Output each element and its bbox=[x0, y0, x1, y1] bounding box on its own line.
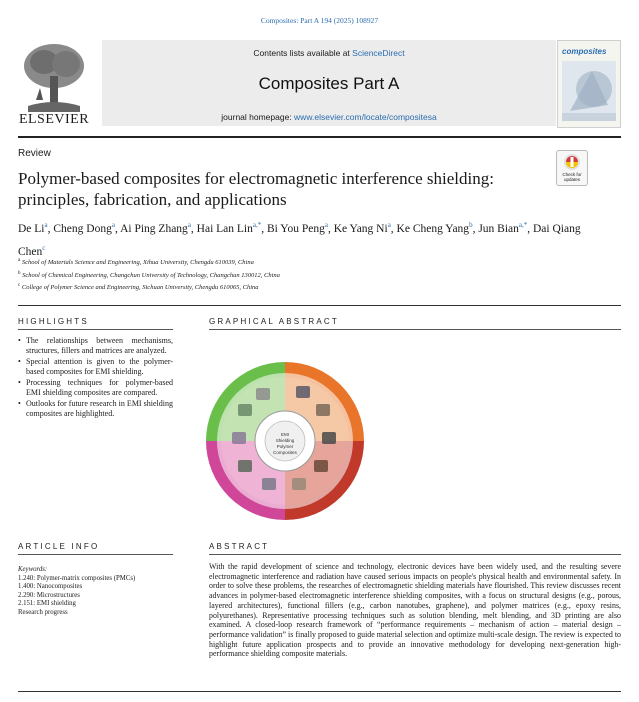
journal-header bbox=[18, 40, 621, 132]
highlight-item: • The relationships between mechanisms, structures, fillers and matrices are analyzed. bbox=[18, 336, 173, 356]
author-list bbox=[18, 216, 608, 262]
check-for-updates-label: Check for updates bbox=[562, 172, 582, 182]
graphical-abstract-figure[interactable] bbox=[204, 360, 366, 522]
author[interactable]: De Li$^a$, bbox=[18, 221, 54, 235]
abstract-text: With the rapid development of science and technology, electronic devices have been widely used, and the resulting severe electromagnetic interference and radiation have caused serious impacts on people's physical health and environmental safety. In order to solve these problems, the researches of electromagnetic shielding materials have flourished. This review discusses recent advances in polymer-based electromagnetic interference shielding composites, with a focus on structural designs (e.g., porous, layered architectures), functional fillers (e.g., carbon nanotubes, graphene), and polymer matrices (e.g., epoxy resins, polyurethanes). Representative processing techniques such as solution blending, melt blending, and 3D printing are also examined. A closed-loop research framework of “performance requirements – mechanism of action – material design – performance validation” is finally proposed to guide material selection and optimize multi-scale design. The review is expected to highlight future application prospects and to provide an innovative methodology for developing next-generation high-performance shielding composite materials. bbox=[209, 562, 621, 659]
graphical-abstract-heading: GRAPHICAL ABSTRACT bbox=[209, 317, 339, 326]
footer-divider bbox=[18, 691, 621, 692]
cover-graphic-icon bbox=[562, 61, 616, 121]
author[interactable]: Cheng Dong$^a$, bbox=[53, 221, 121, 235]
journal-homepage bbox=[102, 112, 556, 122]
keywords-label: Keywords: bbox=[18, 566, 48, 573]
affiliation: $^a$ School of Materials Science and Engineering, Xihua University, Chengdu 610039, China bbox=[18, 258, 254, 267]
affiliations bbox=[18, 256, 608, 294]
wheel-center-line2: Shielding bbox=[275, 438, 295, 443]
emi-wheel-diagram bbox=[204, 360, 366, 522]
header-divider bbox=[18, 136, 621, 138]
keyword: 1.400: Nanocomposites bbox=[18, 583, 83, 591]
author[interactable]: Ke Cheng Yang$^b$, bbox=[396, 221, 479, 235]
highlight-item: • Outlooks for future research in EMI shielding composites are highlighted. bbox=[18, 399, 173, 419]
article-info-heading: ARTICLE INFO bbox=[18, 542, 100, 551]
author[interactable]: Hai Lan Lin$^{a,*}$, bbox=[196, 221, 267, 235]
author[interactable]: Ai Ping Zhang$^a$, bbox=[120, 221, 197, 235]
article-type: Review bbox=[18, 148, 51, 159]
keyword: Research progress bbox=[18, 608, 68, 616]
keyword: 2.290: Microstructures bbox=[18, 591, 80, 599]
article-info-rule bbox=[18, 554, 173, 555]
sciencedirect-link[interactable]: ScienceDirect bbox=[352, 48, 405, 58]
elsevier-wordmark: ELSEVIER bbox=[18, 112, 90, 127]
highlights-heading: HIGHLIGHTS bbox=[18, 317, 89, 326]
homepage-link[interactable]: www.elsevier.com/locate/compositesa bbox=[294, 112, 437, 122]
abstract-rule bbox=[209, 554, 621, 555]
crossmark-icon bbox=[557, 151, 587, 173]
journal-title: Composites Part A bbox=[258, 74, 400, 93]
abstract-heading: ABSTRACT bbox=[209, 542, 270, 551]
homepage-prefix: journal homepage: bbox=[221, 112, 295, 122]
journal-reference[interactable]: Composites: Part A 194 (2025) 108927 bbox=[260, 16, 379, 25]
contents-prefix: Contents lists available at bbox=[253, 48, 353, 58]
elsevier-logo[interactable] bbox=[18, 40, 90, 128]
contents-line bbox=[102, 48, 556, 58]
affiliation: $^b$ School of Chemical Engineering, Changchun University of Technology, Changchun 130012, China bbox=[18, 270, 280, 279]
wheel-center-line1: EMI bbox=[280, 432, 290, 437]
article-title: Polymer-based composites for electromagnetic interference shielding: principles, fabrication, and applications bbox=[18, 169, 494, 209]
keyword: 2.151: EMI shielding bbox=[18, 600, 76, 608]
wheel-center-line4: Composites bbox=[273, 450, 297, 455]
journal-cover[interactable] bbox=[557, 40, 621, 128]
highlights-list bbox=[18, 336, 173, 420]
graphical-abstract-rule bbox=[209, 329, 621, 330]
keyword: 1.240: Polymer-matrix composites (PMCs) bbox=[18, 574, 136, 582]
section-divider bbox=[18, 305, 621, 306]
cover-title: composites bbox=[562, 47, 607, 56]
author[interactable]: Dai Qiang Chen$^c$ bbox=[18, 222, 581, 258]
highlight-item: • Processing techniques for polymer-based EMI shielding composites are compared. bbox=[18, 378, 173, 398]
affiliation: $^c$ College of Polymer Science and Engineering, Sichuan University, Chengdu 610065, China bbox=[18, 283, 259, 292]
highlights-rule bbox=[18, 329, 173, 330]
journal-info-box bbox=[102, 40, 556, 126]
keywords-block bbox=[18, 566, 178, 618]
author[interactable]: Ke Yang Ni$^a$, bbox=[333, 221, 397, 235]
wheel-center-line3: Polymer bbox=[276, 444, 294, 449]
author[interactable]: Bi You Peng$^a$, bbox=[266, 221, 334, 235]
highlight-item: • Special attention is given to the polymer-based composites for EMI shielding. bbox=[18, 357, 173, 377]
author[interactable]: Jun Bian$^{a,*}$, bbox=[478, 221, 533, 235]
